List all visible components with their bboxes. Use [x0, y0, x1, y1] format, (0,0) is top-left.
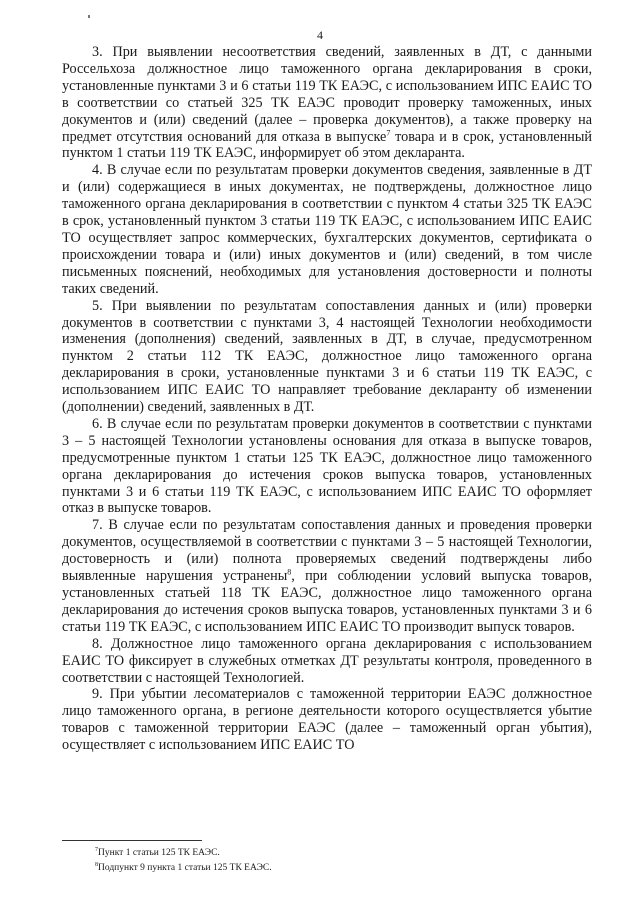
footnote-mark: 7 [95, 847, 98, 853]
paragraph-text: 8. Должностное лицо таможенного органа декларирования с использованием ЕАИС ТО фиксирует в служебных отметках ДТ результаты контроля, проведенного в соответствии с настоящей Технологией. [62, 635, 592, 686]
footnote-text: Пункт 1 статьи 125 ТК ЕАЭС. [98, 848, 220, 859]
paragraph-5 [62, 298, 592, 416]
paragraph-7 [62, 517, 592, 635]
scan-mark [88, 15, 90, 18]
footnotes [95, 844, 595, 874]
footnote-text: Подпункт 9 пункта 1 статьи 125 ТК ЕАЭС. [98, 863, 272, 874]
paragraph-text: , при соблюдении условий выпуска товаров, установленных статьей 118 ТК ЕАЭС, должностное лицо таможенного органа декларирования до истечения сроков выпуска товаров, установленных пунктами 3 и 6 статьи 119 ТК ЕАЭС, с использованием ИПС ЕАИС ТО производит выпуск товаров. [62, 568, 592, 635]
paragraph-text: 6. В случае если по результатам проверки документов в соответствии с пунктами 3 – 5 настоящей Технологии установлены основания для отказа в выпуске товаров, предусмотренные пунктом 1 статьи 125 ТК ЕАЭС, должностное лицо таможенного органа декларирования до истечения сроков выпуска товаров, установленных пунктами 3 и 6 статьи 119 ТК ЕАЭС, с использованием ИПС ЕАИС ТО оформляет отказ в выпуске товаров. [62, 415, 592, 517]
document-body [62, 44, 592, 754]
footnote-reference: 7 [386, 127, 391, 137]
paragraph-text: товара и в срок, установленный пунктом 1 статьи 119 ТК ЕАЭС, информирует об этом декларанта. [62, 128, 592, 162]
footnote-reference: 8 [287, 567, 292, 577]
footnote-mark: 8 [95, 862, 98, 869]
paragraph-text: 9. При убытии лесоматериалов с таможенной территории ЕАЭС должностное лицо таможенного органа, в регионе деятельности которого осуществляется убытие товаров с таможенной территории ЕАЭС (далее – таможенный орган убытия), осуществляет с использованием ИПС ЕАИС ТО [62, 686, 592, 754]
footnote-divider [62, 840, 202, 841]
footnote-8 [95, 859, 595, 874]
footnote-7 [95, 844, 595, 859]
paragraph-9 [62, 686, 592, 754]
paragraph-6 [62, 416, 592, 517]
paragraph-text: 4. В случае если по результатам проверки документов сведения, заявленные в ДТ и (или) содержащиеся в иных документах, не подтверждены, должностное лицо таможенного органа декларирования в соответствии с пунктом 4 статьи 325 ТК ЕАЭС в срок, установленный пунктом 3 статьи 119 ТК ЕАЭС, с использованием ИПС ЕАИС ТО осуществляет запрос коммерческих, бухгалтерских документов, сертификата о происхождении товара и (или) иных документов и (или) сведений, в том числе письменных пояснений, необходимых для установления достоверности и полноты таких сведений. [62, 162, 592, 297]
page-number: 4 [317, 28, 323, 42]
paragraph-4 [62, 162, 592, 297]
paragraph-text: 3. При выявлении несоответствия сведений, заявленных в ДТ, с данными Россельхоза должностное лицо таможенного органа декларирования в сроки, установленные пунктами 3 и 6 статьи 119 ТК ЕАЭС, с использованием ИПС ЕАИС ТО в соответствии со статьей 325 ТК ЕАЭС проводит проверку таможенных, иных документов и (или) сведений (далее – проверка документов), а также проверку на предмет отсутствия оснований для отказа в выпуске [62, 44, 592, 145]
paragraph-text: 5. При выявлении по результатам сопоставления данных и (или) проверки документов в соответствии с пунктами 3, 4 настоящей Технологии необходимости изменения (дополнения) сведений, заявленных в ДТ, в случае, предусмотренном пунктом 2 статьи 112 ТК ЕАЭС, должностное лицо таможенного органа декларирования в сроки, установленные пунктами 3 и 6 статьи 119 ТК ЕАЭС, с использованием ИПС ЕАИС ТО направляет требование декларанту об изменении (дополнении) сведений, заявленных в ДТ. [62, 297, 592, 416]
paragraph-3 [62, 44, 592, 162]
paragraph-8 [62, 636, 592, 687]
paragraph-text: 7. В случае если по результатам сопоставления данных и проведения проверки документов, осуществляемой в соответствии с пунктами 3 – 5 настоящей Технологии, достоверность и (или) полнота проверяемых сведений подтверждены либо выявленные нарушения устранены [62, 517, 592, 585]
